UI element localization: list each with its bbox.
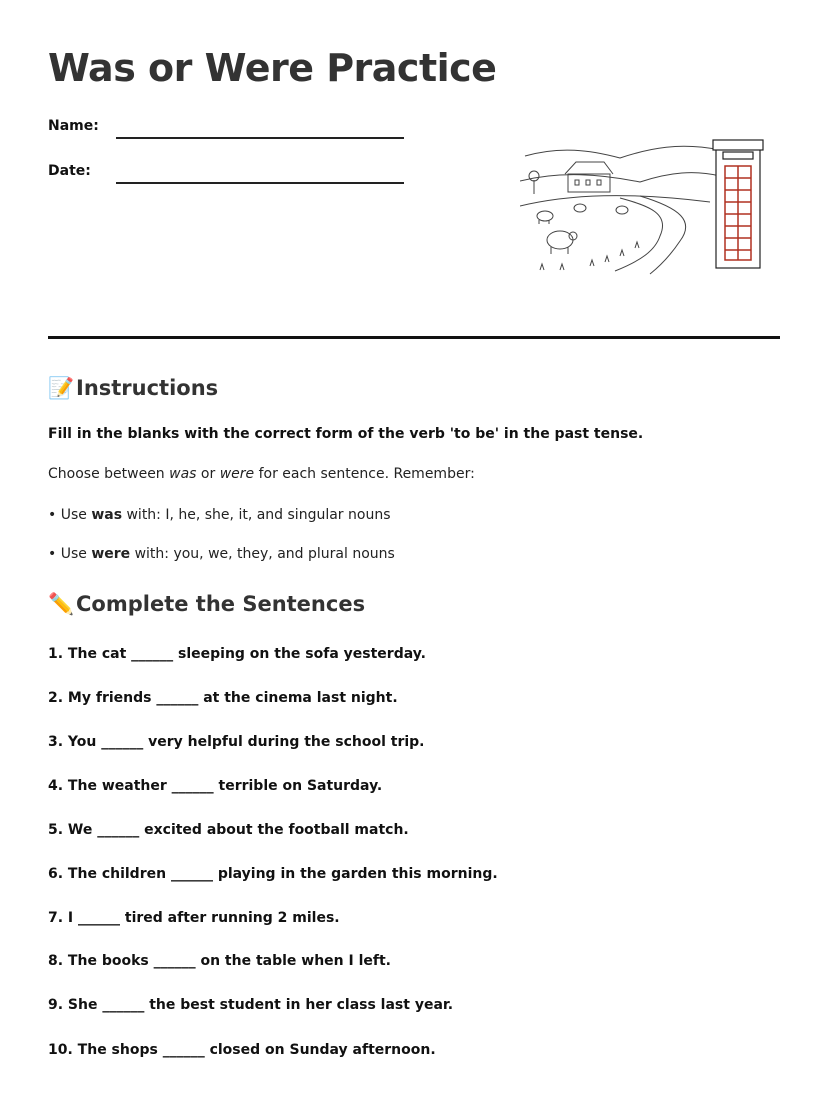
hill-mid [520,173,720,182]
rule1-word: was [91,507,123,523]
rule2-word: were [91,546,131,562]
page-title: Was or Were Practice [48,46,497,90]
memo-icon: 📝 [48,376,75,400]
sentence-item: 5. We ______ excited about the football match. [48,822,409,838]
date-label: Date: [48,163,91,179]
choose-prefix: Choose between [48,466,170,482]
rule1-prefix: • Use [48,507,92,523]
sentence-item: 1. The cat ______ sleeping on the sofa yesterday. [48,646,426,662]
grass-tufts [540,242,639,270]
choose-suffix: for each sentence. Remember: [254,466,475,482]
sentences-heading-text: Complete the Sentences [76,592,366,616]
hill-front [520,196,710,206]
rule-were [48,546,395,562]
road [615,198,663,271]
sentence-item: 8. The books ______ on the table when I left. [48,953,391,969]
phone-box [713,140,763,268]
instructions-bold-line: Fill in the blanks with the correct form of the verb 'to be' in the past tense. [48,426,644,442]
sentence-item: 7. I ______ tired after running 2 miles. [48,910,340,926]
instructions-choose-line [48,466,475,482]
rule1-suffix: with: I, he, she, it, and singular nouns [122,507,391,523]
sentence-item: 9. She ______ the best student in her class last year. [48,997,454,1013]
sentence-item: 4. The weather ______ terrible on Saturday. [48,778,383,794]
instructions-heading-text: Instructions [76,376,219,400]
choose-were: were [219,466,255,482]
hill-back [525,146,720,158]
name-field-line[interactable] [116,137,404,139]
road-edge [640,196,686,274]
name-label: Name: [48,118,99,134]
sheep-1 [537,211,553,224]
sheep-3 [616,206,628,214]
section-divider [48,336,780,339]
instructions-heading [48,376,218,401]
sentence-item: 3. You ______ very helpful during the school trip. [48,734,425,750]
sentences-heading [48,592,365,617]
date-field-line[interactable] [116,182,404,184]
sheep-2 [574,204,586,212]
choose-was: was [169,466,197,482]
rule2-prefix: • Use [48,546,92,562]
pencil-icon: ✏️ [48,592,75,616]
sentence-item: 10. The shops ______ closed on Sunday afternoon. [48,1042,436,1058]
rule2-suffix: with: you, we, they, and plural nouns [130,546,395,562]
rule-was [48,507,391,523]
choose-or: or [196,466,220,482]
sentence-item: 2. My friends ______ at the cinema last night. [48,690,398,706]
sheep-4 [547,231,577,254]
tree-left [529,171,539,194]
sentence-item: 6. The children ______ playing in the garden this morning. [48,866,498,882]
countryside-illustration [520,136,770,276]
